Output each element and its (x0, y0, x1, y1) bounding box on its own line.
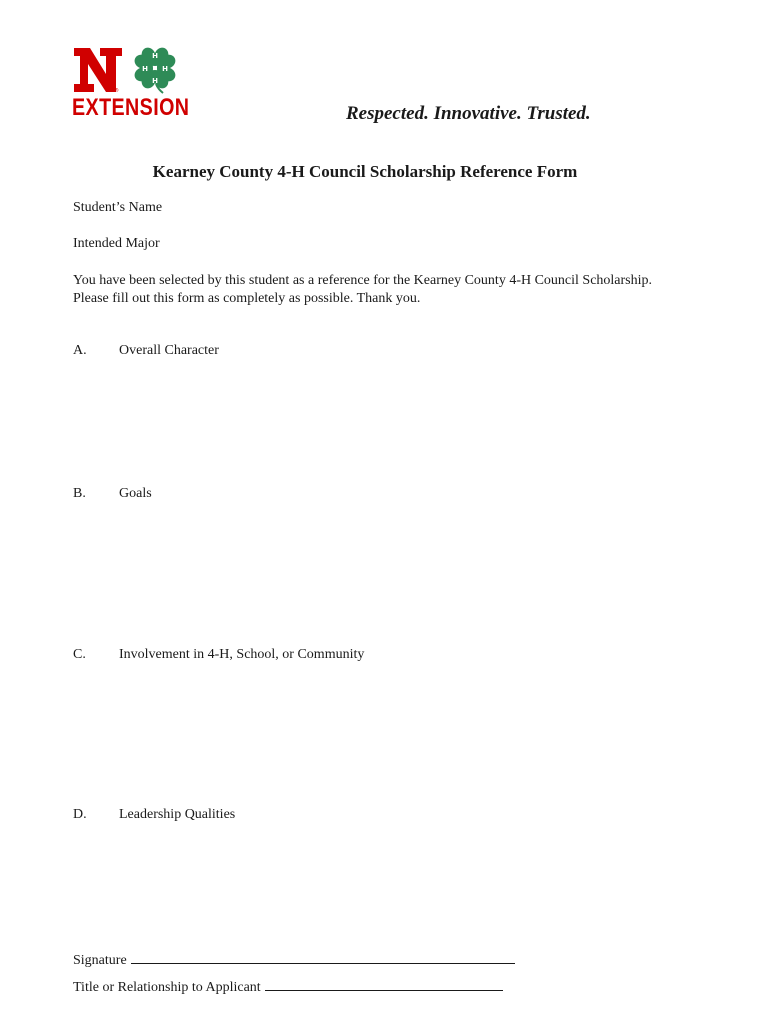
section-letter: A. (73, 343, 87, 358)
nebraska-extension-logo (72, 44, 190, 124)
section-letter: B. (73, 486, 86, 501)
section-overall-character (73, 343, 219, 359)
section-label: Overall Character (119, 343, 219, 358)
intro-line-2: Please fill out this form as completely as possible. Thank you. (73, 291, 421, 306)
title-relationship-blank[interactable] (265, 977, 503, 991)
form-title: Kearney County 4-H Council Scholarship Reference Form (152, 162, 578, 181)
title-relationship-label: Title or Relationship to Applicant (73, 980, 261, 995)
extension-wordmark: EXTENSION (72, 94, 190, 121)
clover-letter: H (142, 65, 148, 73)
signature-blank[interactable] (131, 950, 515, 964)
clover-letter: H (162, 65, 168, 73)
tagline: Respected. Innovative. Trusted. (346, 103, 591, 124)
clover-letter: H (152, 52, 158, 60)
intended-major-label: Intended Major (73, 236, 160, 251)
section-label: Leadership Qualities (119, 807, 236, 822)
signature-label: Signature (73, 953, 127, 968)
clover-letter: H (152, 77, 158, 85)
section-letter: D. (73, 807, 87, 822)
section-goals (73, 486, 152, 502)
student-name-label: Student’s Name (73, 200, 163, 215)
signature-line (73, 950, 515, 969)
section-involvement (73, 647, 364, 663)
intro-line-1: You have been selected by this student as a reference for the Kearney County 4-H Council Scholarship. (73, 273, 653, 288)
section-label: Goals (119, 486, 152, 501)
section-label: Involvement in 4-H, School, or Community (119, 647, 365, 662)
four-h-clover-icon (132, 44, 178, 94)
title-relationship-line (73, 977, 503, 996)
section-letter: C. (73, 647, 86, 662)
section-leadership (73, 807, 235, 823)
intro-paragraph (73, 272, 733, 308)
nebraska-n-icon (72, 46, 124, 94)
svg-text:®: ® (114, 88, 119, 94)
